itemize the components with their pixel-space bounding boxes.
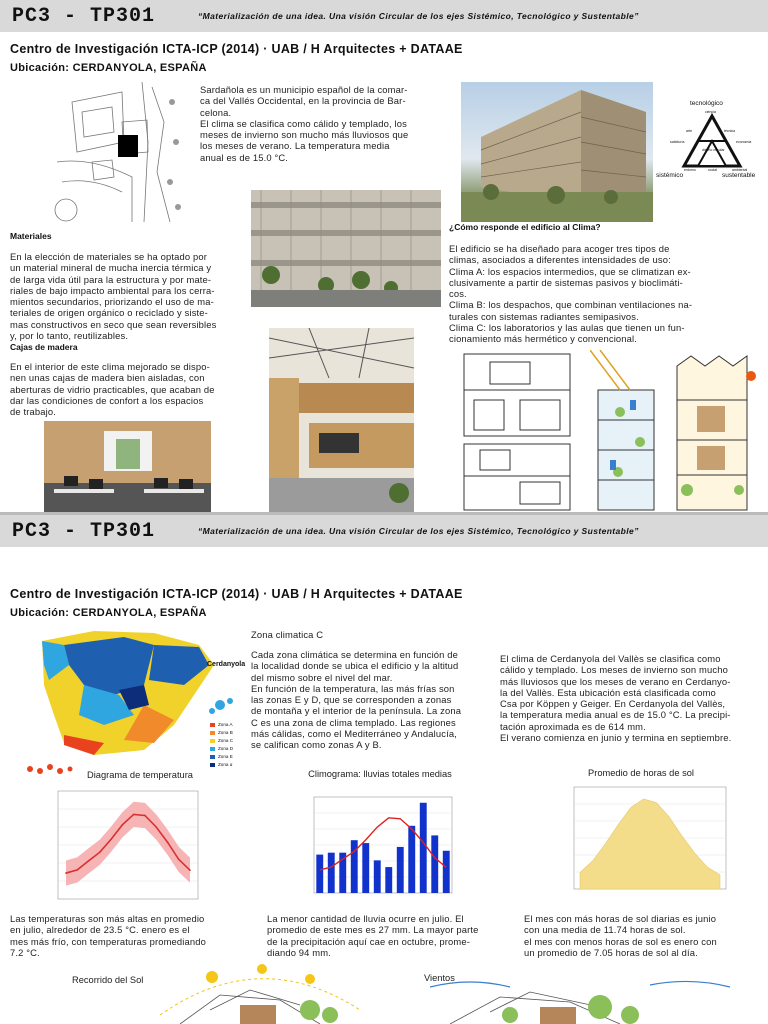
rain-bar <box>431 835 438 893</box>
materials-heading: Materiales <box>10 231 52 241</box>
temperature-chart <box>44 785 202 913</box>
wood-boxes-text: En el interior de este clima mejorado se dispo- nen unas cajas de madera bien aisladas, con aberturas de vidrio practicables, que acaban de dar las condiciones de confort a los espacios de trabajo. <box>10 361 215 418</box>
section-drawing-a <box>460 350 574 512</box>
rain-bar <box>374 860 381 893</box>
winds-drawing <box>430 977 760 1024</box>
header-band <box>0 0 768 32</box>
motto: “Materialización de una idea. Una visión Circular de los ejes Sistémico, Tecnológico y Sustentable” <box>198 526 639 536</box>
temperature-point <box>110 838 112 840</box>
temp-text: Las temperaturas son más altas en promedio en julio, alrededor de 23.5 °C. enero es el mes más frío, con temperaturas promediando 7.2 °C. <box>10 913 206 958</box>
temperature-point <box>144 815 146 817</box>
course-code: PC3 - TP301 <box>12 5 156 28</box>
temperature-point <box>167 841 169 843</box>
temperature-point <box>122 824 124 826</box>
triangle-side-right: economía <box>736 140 752 144</box>
section-drawing-c <box>673 350 759 512</box>
climate-response-text: El edificio se ha diseñado para acoger tres tipos de climas, asociados a diferentes intensidades de uso: Clima A: los espacios intermedios, que se climatizan ex- clusivamente a partir de sistemas pasivos y bioclimáti- cos. Clima B: los despachos, que combinan ventilaciones na- turales con sistemas radiantes semipasivos. Clima C: los laboratorios y las aulas que tienen un fun- cionamiento más hermético y convencional. <box>449 243 693 345</box>
triangle-center: diseño circular <box>702 148 725 152</box>
sun-path-drawing <box>150 955 370 1024</box>
sun-text: El mes con más horas de sol diarias es junio con una media de 11.74 horas de sol. el mes con menos horas de sol es enero con un promedio de 7.05 horas de sol al día. <box>524 913 717 958</box>
office-interior-photo <box>44 421 211 512</box>
temperature-point <box>99 851 101 853</box>
facade-photo <box>251 190 441 307</box>
three-axes-triangle-diagram <box>656 96 768 182</box>
temperature-point <box>189 869 191 871</box>
rain-bar <box>408 826 415 893</box>
temperature-point <box>178 859 180 861</box>
zone-heading: Zona climatica C <box>251 629 324 640</box>
temp-chart-caption: Diagrama de temperatura <box>87 770 193 780</box>
rain-bar <box>385 867 392 893</box>
rain-bar <box>316 855 323 893</box>
sheet-2 <box>0 512 768 1024</box>
map-location-label: Cerdanyola <box>207 661 246 668</box>
climate-zone-map <box>24 625 250 777</box>
course-code: PC3 - TP301 <box>12 520 156 543</box>
project-title: Centro de Investigación ICTA-ICP (2014) · UAB / H Arquitectes + DATAAE <box>10 587 463 601</box>
triangle-bottom-mid: social <box>708 168 717 172</box>
sun-chart-caption: Promedio de horas de sol <box>588 768 694 778</box>
rain-bar <box>443 851 450 893</box>
sun-path-caption: Recorrido del Sol <box>72 975 144 985</box>
triangle-top-sub: ciencia <box>705 110 716 114</box>
map-legend-swatches <box>210 723 215 767</box>
rain-bar <box>420 803 427 893</box>
zone-text: Cada zona climática se determina en función de la localidad donde se ubica el edificio y la altitud del mismo sobre el nivel del mar. En función de la temperatura, las más frías son las zonas E y D, que se corresponden a zonas de montaña y el interior de la península. La zona C es una zona de clima templado. Las regiones más cálidas, como el Mediterráneo y Andalucía, se califican como zonas A y B. <box>251 649 462 751</box>
map-legend: Zona A Zona B Zona C Zona D Zona E Zona α <box>218 722 234 767</box>
rainfall-climograph <box>300 783 466 907</box>
temperature-point <box>88 860 90 862</box>
triangle-bottom-right: ambiental <box>732 168 748 172</box>
section-drawing-b <box>590 350 662 512</box>
triangle-top: tecnológico <box>690 100 723 107</box>
building-exterior-photo <box>461 82 653 222</box>
triangle-bottom-left: entorno <box>684 168 696 172</box>
site-plan <box>52 82 190 224</box>
local-climate-text: El clima de Cerdanyola del Vallès se clasifica como cálido y templado. Los meses de invierno son mucho más lluviosos que los meses de verano en Cerdanyo- la del Vallès. Esta ubicación está clasificada como Csa por Köppen y Geiger. En Cerdanyola del Vallès, la temperatura media anual es de 15.0 °C. La precipi- tación aproximada es de 614 mm. El verano comienza en junio y termina en septiembre. <box>500 653 732 744</box>
rain-bar <box>328 853 335 893</box>
triangle-right: sustentable <box>722 172 756 179</box>
materials-text: En la elección de materiales se ha optado por un material mineral de mucha inercia térmica y de larga vida útil para la estructura y por mate- riales de bajo impacto ambiental para los cerra- mientos secundarios, priorizando el uso de ma- teriales de origen orgánico o reciclado y siste- mas constructivos en seco que sean reversibles y, por lo tanto, reutilizables. <box>10 251 217 342</box>
intro-text: Sardañola es un municipio español de la comar- ca del Vallés Occidental, en la provincia de Bar- celona. El clima se clasifica como cálido y templado, los meses de invierno son mucho más lluviosos que los meses de verano. La temperatura media anual es de 15.0 °C. <box>200 84 409 163</box>
temperature-point <box>155 826 157 828</box>
rain-chart-caption: Climograma: lluvias totales medias <box>308 769 452 779</box>
motto: “Materialización de una idea. Una visión Circular de los ejes Sistémico, Tecnológico y Sustentable” <box>198 11 639 21</box>
winds-caption: Vientos <box>424 973 455 983</box>
triangle-side-left: sabiduría <box>670 140 685 144</box>
triangle-mid-right: técnica <box>724 129 736 133</box>
location: Ubicación: CERDANYOLA, ESPAÑA <box>10 62 207 74</box>
wood-boxes-heading: Cajas de madera <box>10 342 78 352</box>
climate-response-heading: ¿Cómo responde el edificio al Clima? <box>449 222 601 232</box>
triangle-left: sistémico <box>656 172 684 179</box>
triangle-mid-left: arte <box>686 129 693 133</box>
atrium-photo <box>269 328 414 512</box>
project-title: Centro de Investigación ICTA-ICP (2014) · UAB / H Arquitectes + DATAAE <box>10 42 463 56</box>
sunshine-hours-chart <box>560 783 730 901</box>
location: Ubicación: CERDANYOLA, ESPAÑA <box>10 607 207 619</box>
rain-bar <box>397 847 404 893</box>
temperature-point <box>76 869 78 871</box>
rain-bar <box>362 843 369 893</box>
rain-text: La menor cantidad de lluvia ocurre en julio. El promedio de este mes es 27 mm. La mayor parte de la precipitación aquí cae en octubre, prome- diando 94 mm. <box>267 913 479 958</box>
temperature-point <box>133 814 135 816</box>
temperature-point <box>65 872 67 874</box>
header-band <box>0 515 768 547</box>
